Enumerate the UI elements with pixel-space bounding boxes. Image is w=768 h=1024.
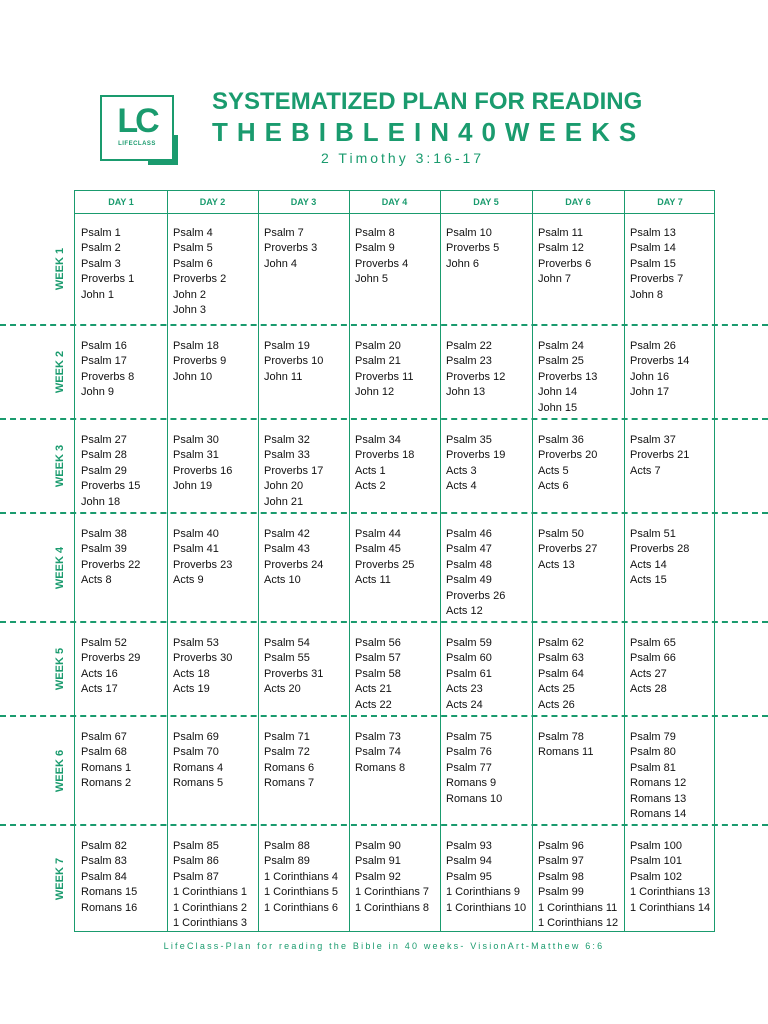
reading-item: John 20 xyxy=(264,480,304,493)
reading-item: 1 Corinthians 9 xyxy=(446,886,520,899)
reading-cell xyxy=(173,527,232,589)
reading-item: Psalm 63 xyxy=(538,652,584,665)
reading-item: Proverbs 15 xyxy=(81,480,141,493)
day-header: DAY 5 xyxy=(473,197,499,207)
reading-item: John 16 xyxy=(630,370,670,383)
reading-item: Psalm 89 xyxy=(264,855,310,868)
reading-item: Proverbs 30 xyxy=(173,652,233,665)
reading-cell xyxy=(538,226,591,288)
lifeclass-logo xyxy=(100,95,174,161)
reading-item: Psalm 100 xyxy=(630,840,682,852)
reading-item: John 18 xyxy=(81,495,121,508)
reading-cell xyxy=(538,527,597,573)
reading-item: Psalm 16 xyxy=(81,340,127,352)
reading-item: Psalm 2 xyxy=(81,242,121,255)
reading-cell xyxy=(81,730,131,792)
reading-item: Romans 13 xyxy=(630,792,687,805)
reading-item: Romans 1 xyxy=(81,761,132,774)
reading-item: Psalm 72 xyxy=(264,746,310,759)
reading-item: Romans 9 xyxy=(446,777,497,790)
reading-item: Psalm 19 xyxy=(264,340,310,352)
reading-cell xyxy=(355,636,401,713)
reading-cell xyxy=(446,433,505,495)
reading-item: Acts 22 xyxy=(355,698,392,711)
reading-item: Psalm 41 xyxy=(173,543,219,556)
reading-item: Psalm 94 xyxy=(446,855,492,868)
reading-item: Acts 4 xyxy=(446,480,477,493)
reading-item: Psalm 36 xyxy=(538,434,584,446)
reading-cell xyxy=(81,339,134,401)
reading-item: Psalm 30 xyxy=(173,434,219,446)
reading-item: Proverbs 11 xyxy=(355,370,414,383)
reading-item: Psalm 65 xyxy=(630,637,676,649)
reading-item: Psalm 60 xyxy=(446,652,492,665)
reading-cell xyxy=(173,839,247,931)
week-separator xyxy=(0,715,768,717)
reading-item: Acts 28 xyxy=(630,683,667,696)
reading-item: Psalm 51 xyxy=(630,528,676,540)
reading-item: Proverbs 13 xyxy=(538,370,598,383)
scripture-reference: 2 Timothy 3:16-17 xyxy=(321,150,485,166)
reading-item: Romans 5 xyxy=(173,777,224,790)
reading-item: Psalm 82 xyxy=(81,840,127,852)
reading-item: Romans 2 xyxy=(81,777,132,790)
reading-item: 1 Corinthians 2 xyxy=(173,901,247,914)
reading-item: Romans 8 xyxy=(355,761,406,774)
reading-item: Psalm 80 xyxy=(630,746,676,759)
reading-cell xyxy=(264,730,314,792)
week-separator xyxy=(0,824,768,826)
reading-cell xyxy=(446,527,505,619)
reading-item: Psalm 29 xyxy=(81,464,127,477)
week-label: WEEK 1 xyxy=(54,247,66,290)
reading-cell xyxy=(173,339,226,385)
reading-item: John 5 xyxy=(355,273,389,286)
reading-item: Proverbs 25 xyxy=(355,558,415,571)
reading-item: Psalm 56 xyxy=(355,637,401,649)
reading-item: John 12 xyxy=(355,386,395,399)
reading-item: Acts 7 xyxy=(630,464,661,477)
reading-item: Psalm 34 xyxy=(355,434,401,446)
reading-item: Psalm 31 xyxy=(173,449,219,462)
reading-item: Acts 6 xyxy=(538,480,569,493)
reading-item: Proverbs 2 xyxy=(173,273,227,286)
reading-item: Psalm 22 xyxy=(446,340,492,352)
reading-item: Acts 19 xyxy=(173,683,210,696)
reading-item: John 21 xyxy=(264,495,304,508)
footer-text: LifeClass-Plan for reading the Bible in 40 weeks- VisionArt-Matthew 6:6 xyxy=(163,941,605,951)
reading-cell xyxy=(264,433,323,510)
reading-item: Acts 24 xyxy=(446,698,483,711)
reading-cell xyxy=(446,226,499,272)
reading-item: Proverbs 8 xyxy=(81,370,135,383)
reading-item: Psalm 15 xyxy=(630,257,676,270)
reading-item: Acts 8 xyxy=(81,574,112,587)
reading-item: Acts 3 xyxy=(446,464,477,477)
reading-item: Acts 21 xyxy=(355,683,392,696)
reading-item: Psalm 57 xyxy=(355,652,401,665)
reading-item: Acts 17 xyxy=(81,683,118,696)
reading-cell xyxy=(355,839,429,916)
reading-item: 1 Corinthians 1 xyxy=(173,886,247,899)
reading-cell xyxy=(81,636,140,698)
reading-cell xyxy=(81,226,134,303)
reading-cell xyxy=(81,527,140,589)
reading-item: 1 Corinthians 5 xyxy=(264,886,338,899)
reading-item: John 15 xyxy=(538,401,578,414)
reading-item: Psalm 37 xyxy=(630,434,676,446)
logo-corner-accent xyxy=(148,159,178,165)
reading-cell xyxy=(173,226,226,318)
reading-item: Psalm 23 xyxy=(446,355,492,368)
reading-item: Acts 26 xyxy=(538,698,575,711)
reading-item: Psalm 47 xyxy=(446,543,492,556)
day-header: DAY 3 xyxy=(290,197,317,207)
reading-item: Psalm 28 xyxy=(81,449,127,462)
day-header: DAY 1 xyxy=(108,197,134,207)
reading-cell xyxy=(538,433,597,495)
reading-item: Psalm 9 xyxy=(355,242,395,255)
reading-cell xyxy=(264,226,317,272)
reading-item: Proverbs 4 xyxy=(355,257,409,270)
reading-cell xyxy=(630,226,683,303)
week-label: WEEK 3 xyxy=(54,444,66,488)
reading-item: Acts 13 xyxy=(538,558,575,571)
reading-cell xyxy=(630,839,710,916)
reading-cell xyxy=(355,730,405,776)
day-header: DAY 6 xyxy=(565,197,591,207)
reading-item: Psalm 48 xyxy=(446,558,492,571)
reading-item: Psalm 18 xyxy=(173,340,219,352)
reading-item: Romans 7 xyxy=(264,777,315,790)
reading-item: Psalm 12 xyxy=(538,242,584,255)
reading-item: Psalm 52 xyxy=(81,637,127,649)
reading-item: Psalm 21 xyxy=(355,355,401,368)
reading-cell xyxy=(630,527,689,589)
reading-item: Psalm 54 xyxy=(264,637,310,649)
reading-item: John 6 xyxy=(446,257,480,270)
reading-item: Proverbs 26 xyxy=(446,589,506,602)
reading-item: Proverbs 18 xyxy=(355,449,415,462)
reading-item: 1 Corinthians 8 xyxy=(355,901,429,914)
reading-item: Psalm 55 xyxy=(264,652,310,665)
reading-item: Romans 10 xyxy=(446,792,503,805)
reading-item: Psalm 24 xyxy=(538,340,584,352)
reading-cell xyxy=(630,433,689,479)
reading-item: Psalm 85 xyxy=(173,840,219,852)
reading-item: Proverbs 10 xyxy=(264,355,324,368)
reading-item: 1 Corinthians 10 xyxy=(446,901,527,914)
reading-item: Proverbs 1 xyxy=(81,273,135,286)
reading-item: Psalm 5 xyxy=(173,242,213,255)
reading-item: 1 Corinthians 3 xyxy=(173,916,247,929)
reading-item: Psalm 76 xyxy=(446,746,492,759)
reading-item: Psalm 61 xyxy=(446,667,492,680)
reading-item: Acts 10 xyxy=(264,574,301,587)
reading-item: Psalm 75 xyxy=(446,731,492,743)
week-label: WEEK 2 xyxy=(54,350,66,394)
reading-item: Psalm 81 xyxy=(630,761,676,774)
reading-item: Acts 16 xyxy=(81,667,118,680)
reading-cell xyxy=(538,339,597,416)
reading-item: Psalm 95 xyxy=(446,870,492,883)
logo-mark: LC xyxy=(117,102,157,140)
reading-cell xyxy=(355,527,414,589)
week-separator xyxy=(0,512,768,514)
reading-item: John 9 xyxy=(81,386,115,399)
column-divider xyxy=(258,191,259,931)
reading-item: Psalm 79 xyxy=(630,731,676,743)
reading-item: Acts 12 xyxy=(446,604,483,617)
reading-cell xyxy=(264,839,338,916)
reading-item: Psalm 38 xyxy=(81,528,127,540)
reading-cell xyxy=(538,730,593,761)
reading-item: 1 Corinthians 12 xyxy=(538,916,619,929)
reading-cell xyxy=(264,527,323,589)
week-separator xyxy=(0,621,768,623)
reading-item: Psalm 13 xyxy=(630,227,676,239)
column-divider xyxy=(624,191,625,931)
week-separator xyxy=(0,324,768,326)
column-divider xyxy=(167,191,168,931)
reading-item: Psalm 10 xyxy=(446,227,492,239)
reading-item: John 2 xyxy=(173,288,207,301)
reading-cell xyxy=(446,339,505,401)
reading-cell xyxy=(355,339,414,401)
reading-item: Psalm 66 xyxy=(630,652,676,665)
reading-item: Proverbs 5 xyxy=(446,242,500,255)
reading-item: 1 Corinthians 13 xyxy=(630,886,711,899)
reading-item: Proverbs 16 xyxy=(173,464,233,477)
reading-cell xyxy=(355,226,408,288)
reading-item: Psalm 98 xyxy=(538,870,584,883)
reading-item: Proverbs 20 xyxy=(538,449,598,462)
reading-item: Psalm 97 xyxy=(538,855,584,868)
reading-item: Psalm 44 xyxy=(355,528,401,540)
reading-item: John 14 xyxy=(538,386,578,399)
reading-cell xyxy=(446,636,492,713)
reading-item: Psalm 32 xyxy=(264,434,310,446)
reading-item: Psalm 91 xyxy=(355,855,401,868)
reading-item: Romans 12 xyxy=(630,777,687,790)
reading-item: Psalm 43 xyxy=(264,543,310,556)
reading-item: Proverbs 27 xyxy=(538,543,598,556)
reading-item: John 3 xyxy=(173,303,207,316)
reading-item: Proverbs 12 xyxy=(446,370,506,383)
reading-item: Acts 11 xyxy=(355,574,391,587)
reading-item: Psalm 35 xyxy=(446,434,492,446)
reading-item: John 13 xyxy=(446,386,486,399)
reading-item: Acts 9 xyxy=(173,574,204,587)
reading-item: Psalm 83 xyxy=(81,855,127,868)
reading-item: Psalm 7 xyxy=(264,227,304,239)
day-header: DAY 4 xyxy=(381,197,408,207)
reading-item: Romans 4 xyxy=(173,761,224,774)
reading-item: Psalm 101 xyxy=(630,855,682,868)
reading-item: Proverbs 3 xyxy=(264,242,318,255)
reading-item: Psalm 33 xyxy=(264,449,310,462)
column-divider xyxy=(349,191,350,931)
reading-item: Acts 27 xyxy=(630,667,667,680)
reading-item: Psalm 14 xyxy=(630,242,676,255)
reading-item: Psalm 49 xyxy=(446,574,492,587)
day-header: DAY 2 xyxy=(199,197,226,207)
reading-cell xyxy=(630,730,686,822)
reading-item: Psalm 96 xyxy=(538,840,584,852)
reading-item: John 19 xyxy=(173,480,213,493)
reading-item: Proverbs 31 xyxy=(264,667,324,680)
reading-item: Psalm 71 xyxy=(264,731,310,743)
reading-item: Psalm 73 xyxy=(355,731,401,743)
reading-item: Psalm 90 xyxy=(355,840,401,852)
reading-item: Romans 14 xyxy=(630,807,687,820)
column-divider xyxy=(440,191,441,931)
reading-item: Acts 15 xyxy=(630,574,667,587)
reading-cell xyxy=(81,839,137,916)
reading-item: Romans 16 xyxy=(81,901,138,914)
reading-item: Psalm 42 xyxy=(264,528,310,540)
reading-cell xyxy=(355,433,414,495)
reading-item: Psalm 20 xyxy=(355,340,401,352)
reading-item: Psalm 53 xyxy=(173,637,219,649)
reading-item: Psalm 68 xyxy=(81,746,127,759)
reading-item: John 8 xyxy=(630,288,664,301)
column-divider xyxy=(532,191,533,931)
reading-item: Psalm 74 xyxy=(355,746,401,759)
reading-item: Acts 2 xyxy=(355,480,386,493)
reading-item: John 11 xyxy=(264,370,303,383)
reading-item: Psalm 50 xyxy=(538,528,584,540)
reading-item: Psalm 6 xyxy=(173,257,213,270)
week-label: WEEK 5 xyxy=(54,647,66,691)
reading-cell xyxy=(173,730,223,792)
reading-item: Psalm 45 xyxy=(355,543,401,556)
reading-cell xyxy=(173,636,232,698)
reading-item: Psalm 17 xyxy=(81,355,127,368)
reading-cell xyxy=(446,730,502,807)
reading-item: Psalm 92 xyxy=(355,870,401,883)
reading-cell xyxy=(264,339,323,385)
reading-item: John 4 xyxy=(264,257,298,270)
reading-item: John 1 xyxy=(81,288,115,301)
reading-item: Proverbs 28 xyxy=(630,543,690,556)
week-label: WEEK 4 xyxy=(54,546,66,589)
reading-item: Psalm 93 xyxy=(446,840,492,852)
reading-item: Psalm 46 xyxy=(446,528,492,540)
reading-item: Acts 18 xyxy=(173,667,210,680)
reading-item: 1 Corinthians 6 xyxy=(264,901,338,914)
reading-item: Proverbs 9 xyxy=(173,355,227,368)
reading-item: Psalm 11 xyxy=(538,227,584,239)
reading-item: Proverbs 6 xyxy=(538,257,592,270)
reading-item: Psalm 39 xyxy=(81,543,127,556)
reading-item: Acts 23 xyxy=(446,683,483,696)
reading-item: Psalm 88 xyxy=(264,840,310,852)
reading-item: Psalm 64 xyxy=(538,667,584,680)
reading-item: Proverbs 21 xyxy=(630,449,690,462)
reading-item: Acts 25 xyxy=(538,683,575,696)
reading-item: Proverbs 14 xyxy=(630,355,690,368)
reading-item: Acts 20 xyxy=(264,683,301,696)
reading-cell xyxy=(630,339,689,401)
reading-item: 1 Corinthians 7 xyxy=(355,886,429,899)
reading-item: 1 Corinthians 11 xyxy=(538,901,618,914)
week-label: WEEK 6 xyxy=(54,749,66,792)
week-separator xyxy=(0,418,768,420)
reading-item: Proverbs 17 xyxy=(264,464,324,477)
reading-item: Psalm 87 xyxy=(173,870,219,883)
reading-item: Psalm 1 xyxy=(81,227,121,239)
reading-item: 1 Corinthians 14 xyxy=(630,901,711,914)
reading-item: Acts 1 xyxy=(355,464,386,477)
reading-item: Psalm 69 xyxy=(173,731,219,743)
reading-item: Proverbs 22 xyxy=(81,558,141,571)
reading-item: Proverbs 7 xyxy=(630,273,684,286)
reading-item: Proverbs 23 xyxy=(173,558,233,571)
logo-subtitle: LIFECLASS xyxy=(118,141,156,147)
reading-item: Psalm 59 xyxy=(446,637,492,649)
reading-item: Psalm 77 xyxy=(446,761,492,774)
reading-item: Psalm 84 xyxy=(81,870,127,883)
reading-item: Proverbs 24 xyxy=(264,558,324,571)
reading-cell xyxy=(446,839,526,916)
reading-cell xyxy=(630,636,676,698)
reading-item: John 10 xyxy=(173,370,213,383)
reading-item: Proverbs 19 xyxy=(446,449,506,462)
reading-cell xyxy=(538,636,584,713)
reading-item: Romans 15 xyxy=(81,886,138,899)
reading-item: Psalm 25 xyxy=(538,355,584,368)
day-header: DAY 7 xyxy=(657,197,683,207)
page-title: SYSTEMATIZED PLAN FOR READING xyxy=(212,88,643,115)
reading-item: 1 Corinthians 4 xyxy=(264,870,338,883)
reading-item: Psalm 3 xyxy=(81,257,121,270)
reading-item: Psalm 67 xyxy=(81,731,127,743)
reading-item: Romans 6 xyxy=(264,761,315,774)
reading-item: Psalm 78 xyxy=(538,731,584,743)
reading-item: Psalm 27 xyxy=(81,434,127,446)
reading-cell xyxy=(81,433,140,510)
reading-item: Psalm 70 xyxy=(173,746,219,759)
reading-item: Psalm 58 xyxy=(355,667,401,680)
reading-item: Psalm 40 xyxy=(173,528,219,540)
reading-item: Psalm 62 xyxy=(538,637,584,649)
reading-cell xyxy=(264,636,323,698)
reading-item: Psalm 86 xyxy=(173,855,219,868)
header-divider xyxy=(75,213,714,214)
reading-item: Acts 14 xyxy=(630,558,667,571)
reading-item: Proverbs 29 xyxy=(81,652,141,665)
reading-item: John 17 xyxy=(630,386,670,399)
week-label: WEEK 7 xyxy=(54,857,66,900)
reading-item: John 7 xyxy=(538,273,572,286)
reading-item: Romans 11 xyxy=(538,746,594,759)
page-subtitle: THEBIBLEIN40WEEKS xyxy=(212,117,646,147)
reading-cell xyxy=(538,839,618,931)
reading-cell xyxy=(173,433,232,495)
reading-item: Psalm 26 xyxy=(630,340,676,352)
reading-item: Psalm 4 xyxy=(173,227,213,239)
reading-item: Psalm 102 xyxy=(630,870,682,883)
reading-item: Psalm 99 xyxy=(538,886,584,899)
reading-item: Psalm 8 xyxy=(355,227,395,239)
reading-item: Acts 5 xyxy=(538,464,569,477)
